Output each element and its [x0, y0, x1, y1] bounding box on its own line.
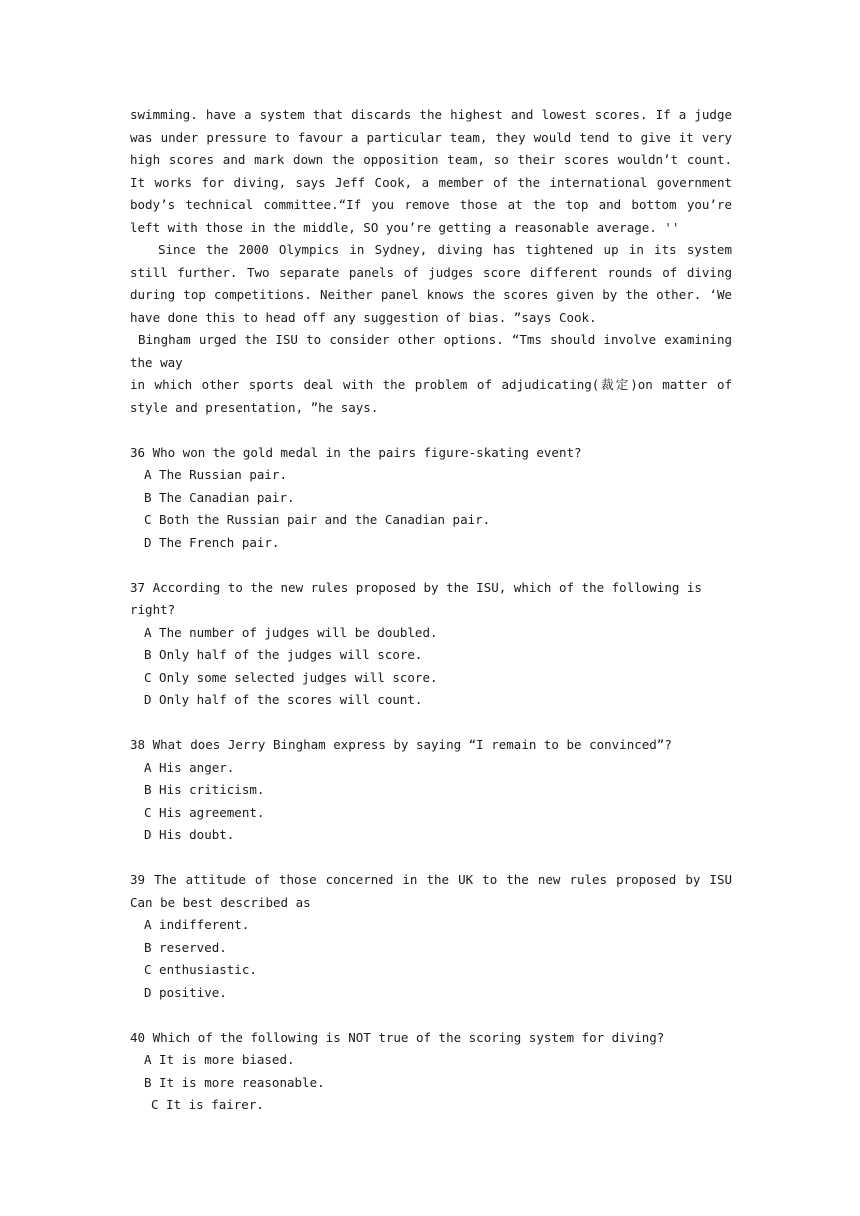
question-40: [130, 1027, 732, 1117]
option-a: A It is more biased.: [144, 1052, 295, 1067]
option-c: C Only some selected judges will score.: [144, 669, 438, 685]
question-36: [130, 442, 732, 555]
option-c: C Both the Russian pair and the Canadian pair.: [144, 512, 491, 527]
question-stem: 37 According to the new rules proposed by the ISU, which of the following is right?: [130, 579, 702, 617]
question-stem: 39 The attitude of those concerned in the UK to the new rules proposed by ISU Can be best described as: [130, 872, 732, 910]
passage-paragraph-3-continued: in which other sports deal with the problem of adjudicating(裁定)on matter of style and presentation, ”he says.: [130, 377, 732, 415]
question-37: [130, 577, 732, 712]
question-39: [130, 869, 732, 1004]
passage-paragraph-2: Since the 2000 Olympics in Sydney, diving has tightened up in its system still further. Two separate panels of judges score different rounds of diving during top competitions. Neither panel knows the scores given by the other. ‘We have done this to head off any suggestion of bias. ”says Cook.: [130, 242, 732, 325]
option-d: D positive.: [144, 984, 227, 1000]
document-content: [130, 104, 732, 1117]
spacer: [130, 419, 732, 442]
question-38: [130, 734, 732, 847]
option-a: A The Russian pair.: [144, 467, 287, 482]
option-a: A indifferent.: [144, 917, 250, 932]
spacer: [130, 1004, 732, 1027]
option-c: C His agreement.: [144, 804, 265, 820]
option-a: A The number of judges will be doubled.: [144, 624, 438, 640]
option-d: D The French pair.: [144, 534, 280, 550]
option-d: D His doubt.: [144, 827, 235, 842]
option-d: D Only half of the scores will count.: [144, 692, 423, 707]
option-c: C It is fairer.: [151, 1097, 264, 1112]
spacer: [130, 712, 732, 735]
option-a: A His anger.: [144, 759, 235, 775]
question-stem: 36 Who won the gold medal in the pairs figure-skating event?: [130, 444, 582, 460]
option-b: B The Canadian pair.: [144, 489, 295, 505]
passage-paragraph-1: swimming. have a system that discards the highest and lowest scores. If a judge was under pressure to favour a particular team, they would tend to give it very high scores and mark down the opposition team, so their scores wouldn’t count. It works for diving, says Jeff Cook, a member of the international government body’s technical committee.“If you remove those at the top and bottom you’re left with those in the middle, SO you’re getting a reasonable average. '': [130, 107, 732, 235]
option-b: B Only half of the judges will score.: [144, 647, 423, 662]
option-b: B It is more reasonable.: [144, 1074, 325, 1090]
passage-paragraph-3-first-line: Bingham urged the ISU to consider other options. “Tms should involve examining the way: [130, 332, 732, 370]
question-stem: 40 Which of the following is NOT true of the scoring system for diving?: [130, 1029, 665, 1045]
option-b: B His criticism.: [144, 782, 265, 797]
question-stem: 38 What does Jerry Bingham express by saying “I remain to be convinced”?: [130, 737, 672, 752]
spacer: [130, 554, 732, 577]
spacer: [130, 847, 732, 870]
option-c: C enthusiastic.: [144, 962, 257, 977]
option-b: B reserved.: [144, 939, 227, 955]
